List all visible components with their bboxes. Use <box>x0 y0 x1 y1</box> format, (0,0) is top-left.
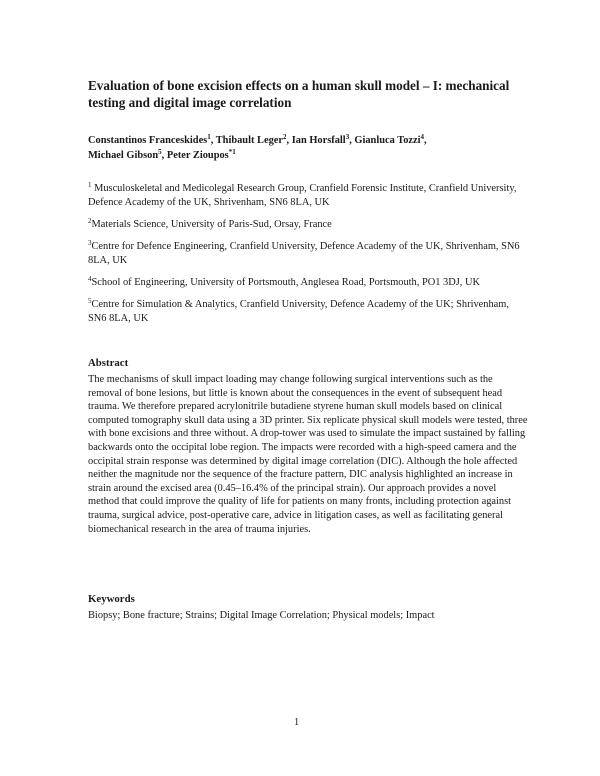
affiliation-text: Musculoskeletal and Medicolegal Research Group, Cranfield Forensic Institute, Cranfield University, Defence Academy of the UK, Shrivenham, SN6 8LA, UK <box>88 183 517 208</box>
affiliation-mark: 5 <box>88 297 92 305</box>
author-affiliation-mark: 5 <box>158 148 162 156</box>
keywords-text: Biopsy; Bone fracture; Strains; Digital Image Correlation; Physical models; Impact <box>88 610 435 621</box>
author-affiliation-mark: 4 <box>420 133 424 141</box>
affiliation-item <box>88 240 528 268</box>
paper-title: Evaluation of bone excision effects on a human skull model – I: mechanical testing and digital image correlation <box>88 78 510 110</box>
author-name: Gianluca Tozzi <box>354 135 421 146</box>
affiliation-mark: 1 <box>88 181 92 189</box>
affiliation-item <box>88 182 528 210</box>
affiliation-text: School of Engineering, University of Portsmouth, Anglesea Road, Portsmouth, PO1 3DJ, UK <box>91 277 480 288</box>
author-list: Constantinos Franceskides$^1$, Thibault Leger$^2$, Ian Horsfall$^3$, Gianluca Tozzi$^4$, Michael Gibson$^5$, Peter Zioupos$^{*1}$ <box>88 133 427 161</box>
author-affiliation-mark: 1 <box>207 133 211 141</box>
affiliation-item <box>88 218 528 232</box>
author-affiliation-mark: *1 <box>228 148 236 156</box>
affiliation-text: Materials Science, University of Paris-Sud, Orsay, France <box>91 219 332 230</box>
abstract-text: The mechanisms of skull impact loading may change following surgical interventions such as the removal of bone lesions, but little is known about the consequences in the event of subsequent head trauma. We therefore prepared acrylonitrile butadiene styrene human skull models based on clinical computed tomography skull data using a 3D printer. Six replicate physical skull models were tested, three with bone excisions and three without. A drop-tower was used to simulate the impact sustained by falling backwards onto the occipital lobe region. The impacts were recorded with a high-speed camera and the occipital strain response was determined by digital image correlation (DIC). Although the hole affected neither the magnitude nor the sequence of the fracture pattern, DIC analysis highlighted an increase in strain around the excised area (0.45–16.4% of the principal strain). Our approach provides a novel method that could improve the quality of life for patients on many fronts, including protection against trauma, surgical advice, post-operative care, advice in litigation cases, as well as facilitating general biomechanical research in the area of trauma injuries. <box>88 374 528 535</box>
page-number: 1 <box>294 717 300 728</box>
author-name: Peter Zioupos <box>166 150 229 161</box>
affiliation-mark: 2 <box>88 217 92 225</box>
affiliation-mark: 4 <box>88 275 92 283</box>
affiliation-text: Centre for Simulation & Analytics, Cranfield University, Defence Academy of the UK; Shrivenham, SN6 8LA, UK <box>88 299 509 324</box>
author-name: Constantinos Franceskides <box>88 135 208 146</box>
affiliation-mark: 3 <box>88 239 92 247</box>
affiliation-list <box>88 182 528 334</box>
author-affiliation-mark: 3 <box>345 133 350 141</box>
author-name: Ian Horsfall <box>291 135 346 146</box>
author-affiliation-mark: 2 <box>283 133 287 141</box>
author-name: Thibault Leger <box>215 135 283 146</box>
affiliation-item <box>88 276 528 290</box>
keywords-heading: Keywords <box>88 593 135 605</box>
affiliation-text: Centre for Defence Engineering, Cranfield University, Defence Academy of the UK, Shrivenham, SN6 8LA, UK <box>88 241 520 266</box>
author-name: Michael Gibson <box>88 150 159 161</box>
abstract-heading: Abstract <box>88 357 129 369</box>
affiliation-item <box>88 298 528 326</box>
